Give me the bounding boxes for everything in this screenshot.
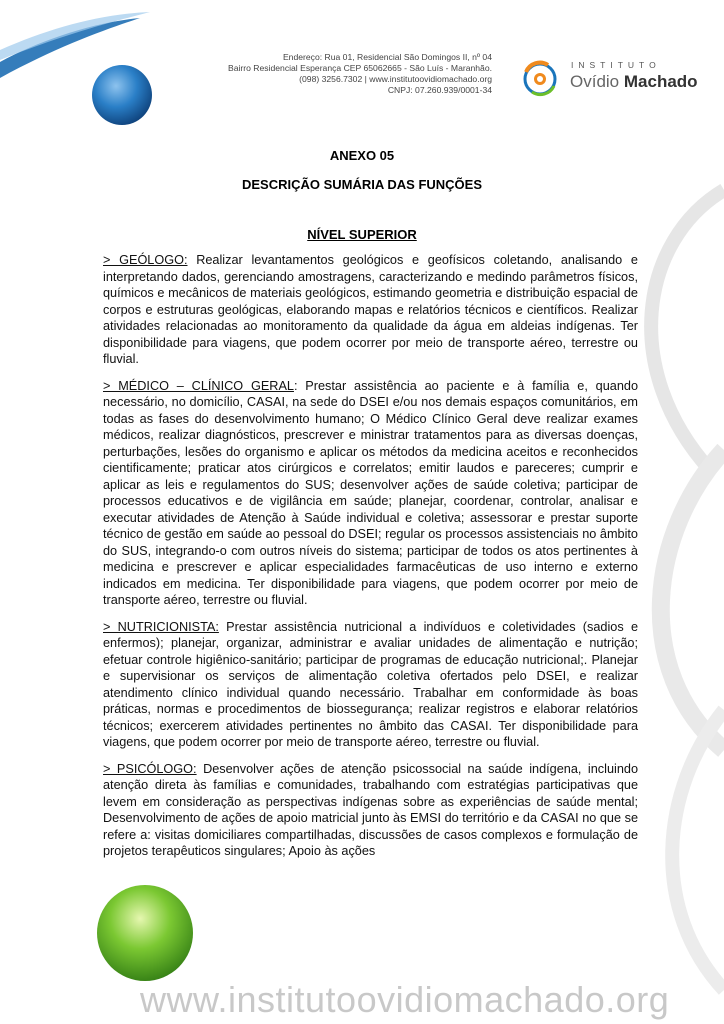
address-line: CNPJ: 07.260.939/0001-34 [387, 85, 492, 95]
logo-top-text: INSTITUTO [571, 60, 661, 70]
blue-swoosh-decoration [0, 0, 200, 150]
address-line: Bairro Residencial Esperança CEP 65062665 - São Luís - Maranhão. [227, 63, 492, 73]
function-descriptions [103, 252, 638, 870]
address-line: (098) 3256.7302 | www.institutoovidiomachado.org [299, 74, 492, 84]
section-heading: > GEÓLOGO: [103, 253, 188, 267]
section-text: : Prestar assistência ao paciente e à família e, quando necessário, no domicílio, CASAI, na sede do DSEI e/ou nos demais espaços comunitários, em todas as fases do desenvolvimento humano; O Médico Clínico Geral deve realizar exames médicos, realizar diagnósticos, prescrever e ministrar tratamentos para as diversas doenças, perturbações, lesões do organismo e aplicar os métodos da medicina aceitos e reconhecidos cientificamente; praticar atos cirúrgicos e correlatos; emitir laudos e pareceres; cumprir e aplicar as leis e regulamentos do SUS; desenvolver ações de saúde coletiva; participar de processos educativos e de vigilância em saúde; planejar, coordenar, controlar, analisar e executar atividades de Atenção à Saúde individual e coletiva; assessorar e prestar suporte técnico de gestão em saúde ao pessoal do DSEI; regular os processos assistenciais no âmbito do SUS, integrando-o com outros níveis do sistema; participar de todos os atos pertinentes à medicina e prescrever e aplicar especialidades farmacêuticas de uso interno e externo indicados em medicina. Ter disponibilidade para viagens, que podem ocorrer por meio de transporte aéreo, terrestre ou fluvial. [103, 378, 638, 607]
logo-name [570, 72, 698, 92]
footer-website: www.institutoovidiomachado.org [140, 979, 670, 1020]
level-heading [0, 227, 724, 242]
section-nutricionista [103, 619, 638, 751]
section-heading: > PSICÓLOGO: [103, 761, 197, 776]
level-heading-text: NÍVEL SUPERIOR [307, 227, 417, 242]
section-heading: > NUTRICIONISTA: [103, 619, 219, 634]
section-text: Desenvolver ações de atenção psicossocial na saúde indígena, incluindo atenção direta às famílias e comunidades, trabalhando com estratégias participativas que levem em consideração as perspectivas indígenas sobre as experiências de saúde mental; Desenvolvimento de ações de apoio matricial junto às EMSI do território e da CASAI no que se refere a: visitas domiciliares compartilhadas, discussões de casos complexos e formulação de projetos terapêuticos singulares; Apoio às ações [103, 761, 638, 858]
institute-logo [518, 58, 698, 100]
section-psicologo [103, 761, 638, 860]
logo-name-bold: Machado [623, 72, 698, 91]
green-orb-decoration [95, 878, 205, 988]
section-text: Prestar assistência nutricional a indivíduos e coletividades (sadios e enfermos); planejar, organizar, administrar e avaliar unidades de alimentação e nutrição; efetuar controle higiênico-sanitário; participar de programas de educação nutricional;. Planejar e supervisionar os serviços de alimentação coletiva ofertados pelo DSEI, e realizar atendimento clínico individual quando necessário. Trabalhar em conformidade às boas práticas, normas e procedimentos de biossegurança; realizar registros e elaborar relatórios técnicos; exercerem atividades pertinentes no âmbito das CASAI. Ter disponibilidade para viagens, que podem ocorrer por meio de transporte aéreo, terrestre ou fluvial. [103, 619, 638, 749]
section-geologo [103, 252, 638, 368]
section-medico [103, 378, 638, 609]
header-address [180, 52, 492, 96]
address-line: Endereço: Rua 01, Residencial São Domingos II, nº 04 [282, 52, 492, 62]
section-heading: > MÉDICO – CLÍNICO GERAL [103, 378, 294, 393]
logo-name-light: Ovídio [570, 72, 620, 91]
logo-mark-icon [518, 58, 564, 100]
annex-title: ANEXO 05 [329, 148, 395, 163]
section-text: Realizar levantamentos geológicos e geofísicos coletando, analisando e interpretando dados, gerenciando amostragens, caracterizando e medindo parâmetros físicos, químicos e mecânicos de materiais geológicos, estimando geometria e distribuição espacial de corpos e estruturas geológicas, elaborando mapas e relatórios técnicos e científicos. Realizar atividades relacionadas ao monitoramento da qualidade da água em aldeias indígenas. Ter disponibilidade para viagens, que podem ocorrer por meio de transporte aéreo, terrestre ou fluvial. [103, 253, 638, 366]
document-title: DESCRIÇÃO SUMÁRIA DAS FUNÇÕES [241, 177, 483, 192]
